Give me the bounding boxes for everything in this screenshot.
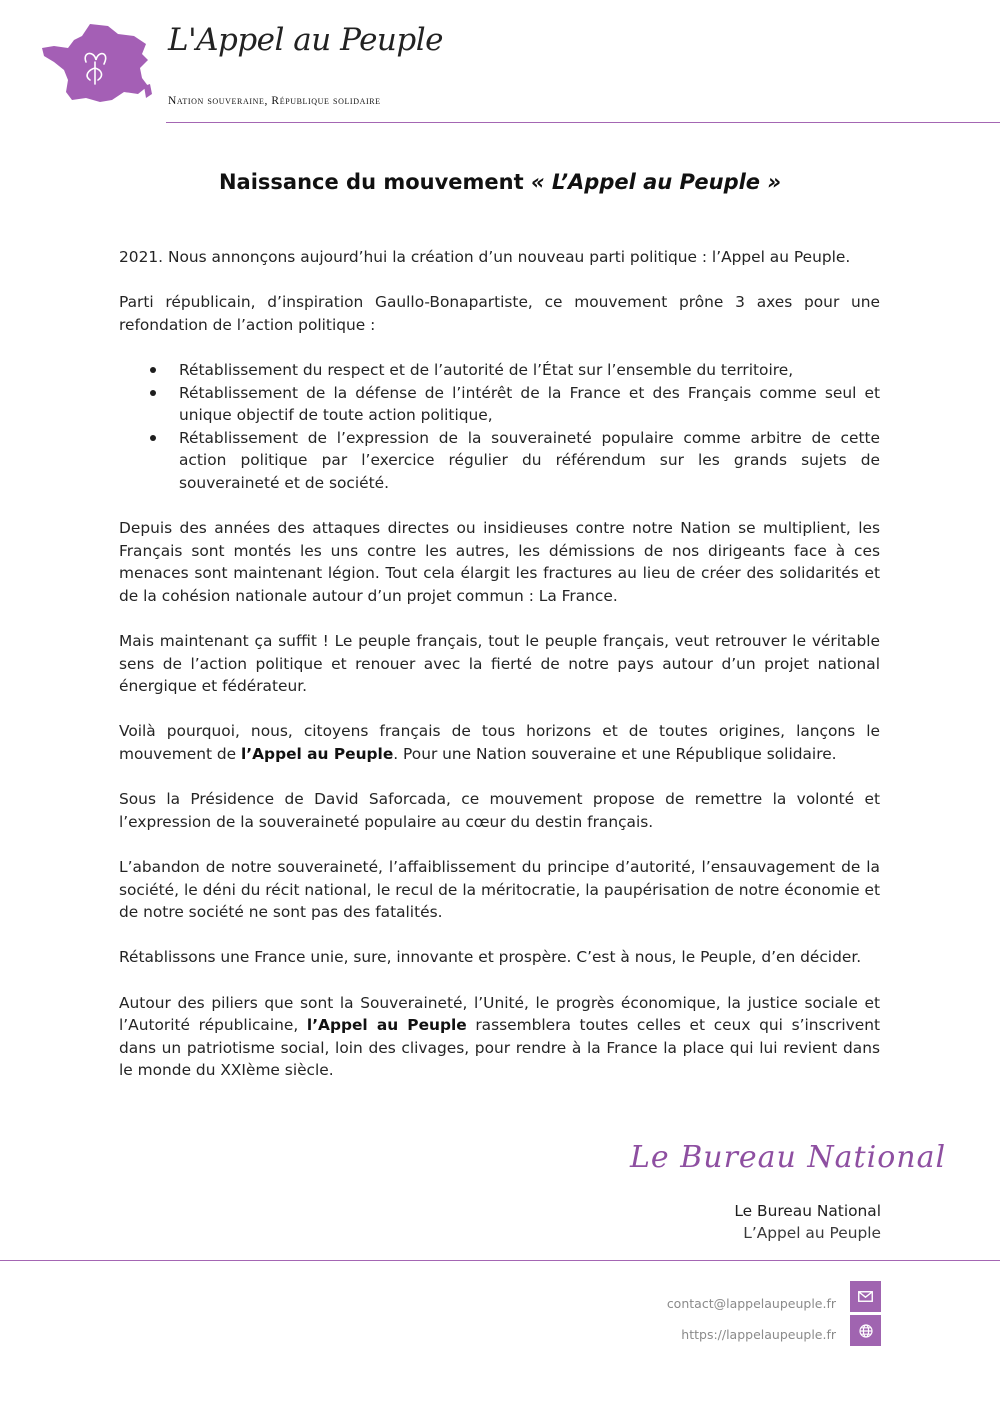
list-item-text: Rétablissement de l’expression de la souveraineté populaire comme arbitre de cette action politique par l’exercice régulier du référendum sur les grands sujets de souveraineté et de société. xyxy=(179,428,880,492)
paragraph-enough: Mais maintenant ça suffit ! Le peuple français, tout le peuple français, veut retrouver le véritable sens de l’action politique et renouer avec la fierté de notre pays autour d’un projet national énergique et fédérateur. xyxy=(119,632,880,696)
france-map-logo xyxy=(38,22,158,104)
brand-logo-text: L'Appel au Peuple xyxy=(168,22,443,58)
paragraph-launch xyxy=(119,720,880,765)
bullet-icon xyxy=(150,390,156,396)
paragraph-abandon: L’abandon de notre souveraineté, l’affaiblissement du principe d’autorité, l’ensauvagement de la société, le déni du récit national, le recul de la méritocratie, la paupérisation de notre économie et de notre société ne sont pas des fatalités. xyxy=(119,858,880,922)
paragraph-pillars xyxy=(119,992,880,1082)
website-link[interactable]: https://lappelaupeuple.fr xyxy=(681,1327,836,1342)
brand-tagline: Nation souveraine, République solidaire xyxy=(168,95,381,107)
brand-mention: l’Appel au Peuple xyxy=(241,745,394,764)
bullet-icon xyxy=(150,367,156,373)
page-title-prefix: Naissance du mouvement xyxy=(218,170,531,194)
axes-list xyxy=(119,359,880,495)
paragraph-pillars-text: Autour des piliers que sont la Souveraineté, l’Unité, le progrès économique, la justice sociale et l’Autorité républicaine, xyxy=(119,993,880,1035)
brand-mention: l’Appel au Peuple xyxy=(306,1016,467,1035)
page-title-emphasis: « L’Appel au Peuple » xyxy=(530,170,782,194)
signatory-name: Le Bureau National xyxy=(734,1202,881,1220)
contact-email-link[interactable]: contact@lappelaupeuple.fr xyxy=(666,1296,836,1311)
paragraph-launch-text: Voilà pourquoi, nous, citoyens français de tous horizons et de toutes origines, lançons le mouvement de xyxy=(119,722,880,764)
list-item xyxy=(179,382,880,427)
press-release-body xyxy=(119,246,880,1105)
page-title xyxy=(0,170,1000,194)
paragraph-attacks: Depuis des années des attaques directes ou insidieuses contre notre Nation se multiplient, les Français sont montés les uns contre les autres, les démissions de nos dirigeants face à ces menaces sont maintenant légion. Tout cela élargit les fractures au lieu de créer des solidarités et de la cohésion nationale autour d’un projet commun : La France. xyxy=(119,519,880,605)
footer-divider xyxy=(0,1260,1000,1261)
paragraph-pillars-end: rassemblera toutes celles et ceux qui s’inscrivent dans un patriotisme social, loin des clivages, pour rendre à la France la place qui lui revient dans le monde du XXIème siècle. xyxy=(119,1016,881,1080)
list-item xyxy=(179,359,880,382)
header-divider xyxy=(166,122,1000,123)
list-item-text: Rétablissement du respect et de l’autorité de l’État sur l’ensemble du territoire, xyxy=(179,360,794,379)
paragraph-launch-end: . Pour une Nation souveraine et une République solidaire. xyxy=(393,745,837,764)
paragraph-intro: 2021. Nous annonçons aujourd’hui la création d’un nouveau parti politique : l’Appel au Peuple. xyxy=(119,248,851,266)
globe-icon[interactable] xyxy=(850,1315,881,1346)
paragraph-axes: Parti républicain, d’inspiration Gaullo-Bonapartiste, ce mouvement prône 3 axes pour une refondation de l’action politique : xyxy=(119,293,880,334)
paragraph-presidency: Sous la Présidence de David Saforcada, ce mouvement propose de remettre la volonté et l’expression de la souveraineté populaire au cœur du destin français. xyxy=(119,790,880,831)
handwritten-signature: Le Bureau National xyxy=(630,1140,947,1175)
bullet-icon xyxy=(150,435,156,441)
mail-icon[interactable] xyxy=(850,1281,881,1312)
list-item xyxy=(179,427,880,495)
paragraph-restore: Rétablissons une France unie, sure, innovante et prospère. C’est à nous, le Peuple, d’en décider. xyxy=(119,948,862,967)
signatory-organization: L’Appel au Peuple xyxy=(743,1224,881,1242)
list-item-text: Rétablissement de la défense de l’intérêt de la France et des Français comme seul et unique objectif de toute action politique, xyxy=(179,383,880,425)
